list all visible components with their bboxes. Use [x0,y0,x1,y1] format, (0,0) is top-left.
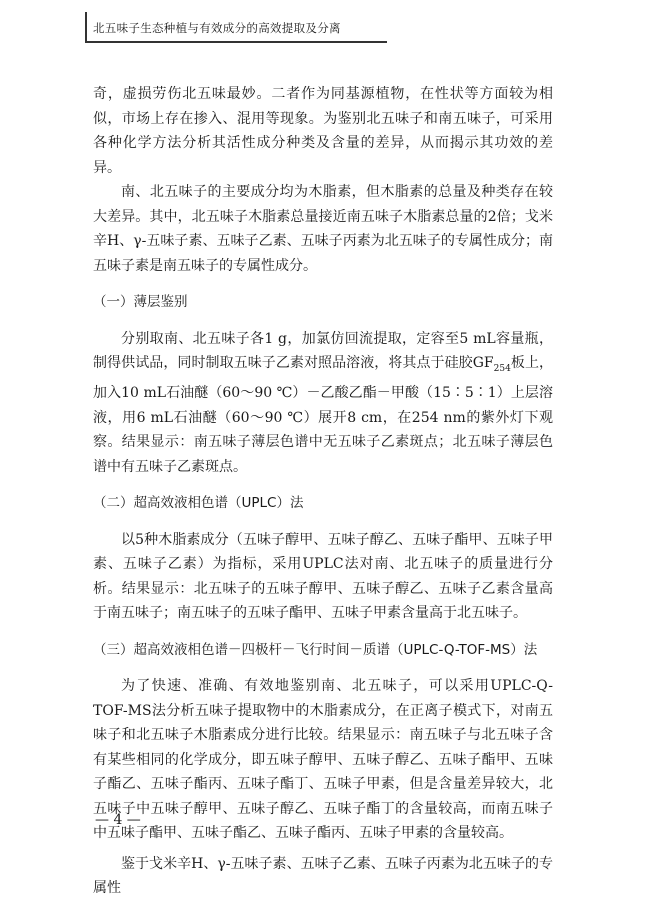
header-left-rule [85,12,87,42]
paragraph-final: 鉴于戈米辛H、γ-五味子素、五味子乙素、五味子丙素为北五味子的专属性 [93,855,553,897]
paragraph-tlc [93,327,553,480]
running-header-title: 北五味子生态种植与有效成分的高效提取及分离 [93,21,341,35]
section-heading-uplc-ms: （三）超高效液相色谱－四极杆－飞行时间－质谱（UPLC-Q-TOF-MS）法 [93,641,538,658]
body-text [93,82,553,901]
section-heading-uplc: （二）超高效液相色谱（UPLC）法 [93,495,304,512]
tlc-text-end: 板上，加入10 mL石油醚（60～90 ℃）－乙酸乙酯－甲酸（15∶5∶1）上层溶液，用6 mL石油醚（60～90 ℃）展开8 cm，在254 nm的紫外灯下观察。结果显示：南五味子薄层色谱中无五味子乙素斑点；北五味子薄层色谱中有五味子乙素斑点。 [93,355,554,475]
paragraph-uplc-ms: 为了快速、准确、有效地鉴别南、北五味子，可以采用UPLC-Q-TOF-MS法分析五味子提取物中的木脂素成分，在正离子模式下，对南五味子和北五味子木脂素成分进行比较。结果显示：南五味子与北五味子含有某些相同的化学成分，即五味子醇甲、五味子醇乙、五味子酯甲、五味子酯乙、五味子酯丙、五味子酯丁、五味子甲素，但是含量差异较大，北五味子中五味子醇甲、五味子醇乙、五味子酯丁的含量较高，而南五味子中五味子酯甲、五味子酯乙、五味子酯丙、五味子甲素的含量较高。 [93,678,553,842]
paragraph-main-components: 南、北五味子的主要成分均为木脂素，但木脂素的总量及种类存在较大差异。其中，北五味子木脂素总量接近南五味子木脂素总量的2倍；戈米辛H、γ-五味子素、五味子乙素、五味子丙素为北五味子的专属性成分；南五味子素是南五味子的专属性成分。 [93,184,553,274]
tlc-text-start: 分别取南、北五味子各1 g，加氯仿回流提取，定容至5 mL容量瓶，制得供试品，同时制取五味子乙素对照品溶液，将其点于硅胶GF [93,330,553,371]
paragraph-continuation: 奇，虚损劳伤北五味最妙。二者作为同基源植物，在性状等方面较为相似，市场上存在掺入、混用等现象。为鉴别北五味子和南五味子，可采用各种化学方法分析其活性成分种类及含量的差异，从而揭示其功效的差异。 [93,86,553,176]
tlc-subscript: 254 [493,363,511,374]
page-number: — 4 — [95,812,141,828]
section-heading-tlc: （一）薄层鉴别 [93,294,188,310]
header-underline [85,41,387,43]
paragraph-uplc: 以5种木脂素成分（五味子醇甲、五味子醇乙、五味子酯甲、五味子甲素、五味子乙素）为指标，采用UPLC法对南、北五味子的质量进行分析。结果显示：北五味子的五味子醇甲、五味子醇乙、五味子乙素含量高于南五味子；南五味子的五味子酯甲、五味子甲素含量高于北五味子。 [93,531,553,622]
